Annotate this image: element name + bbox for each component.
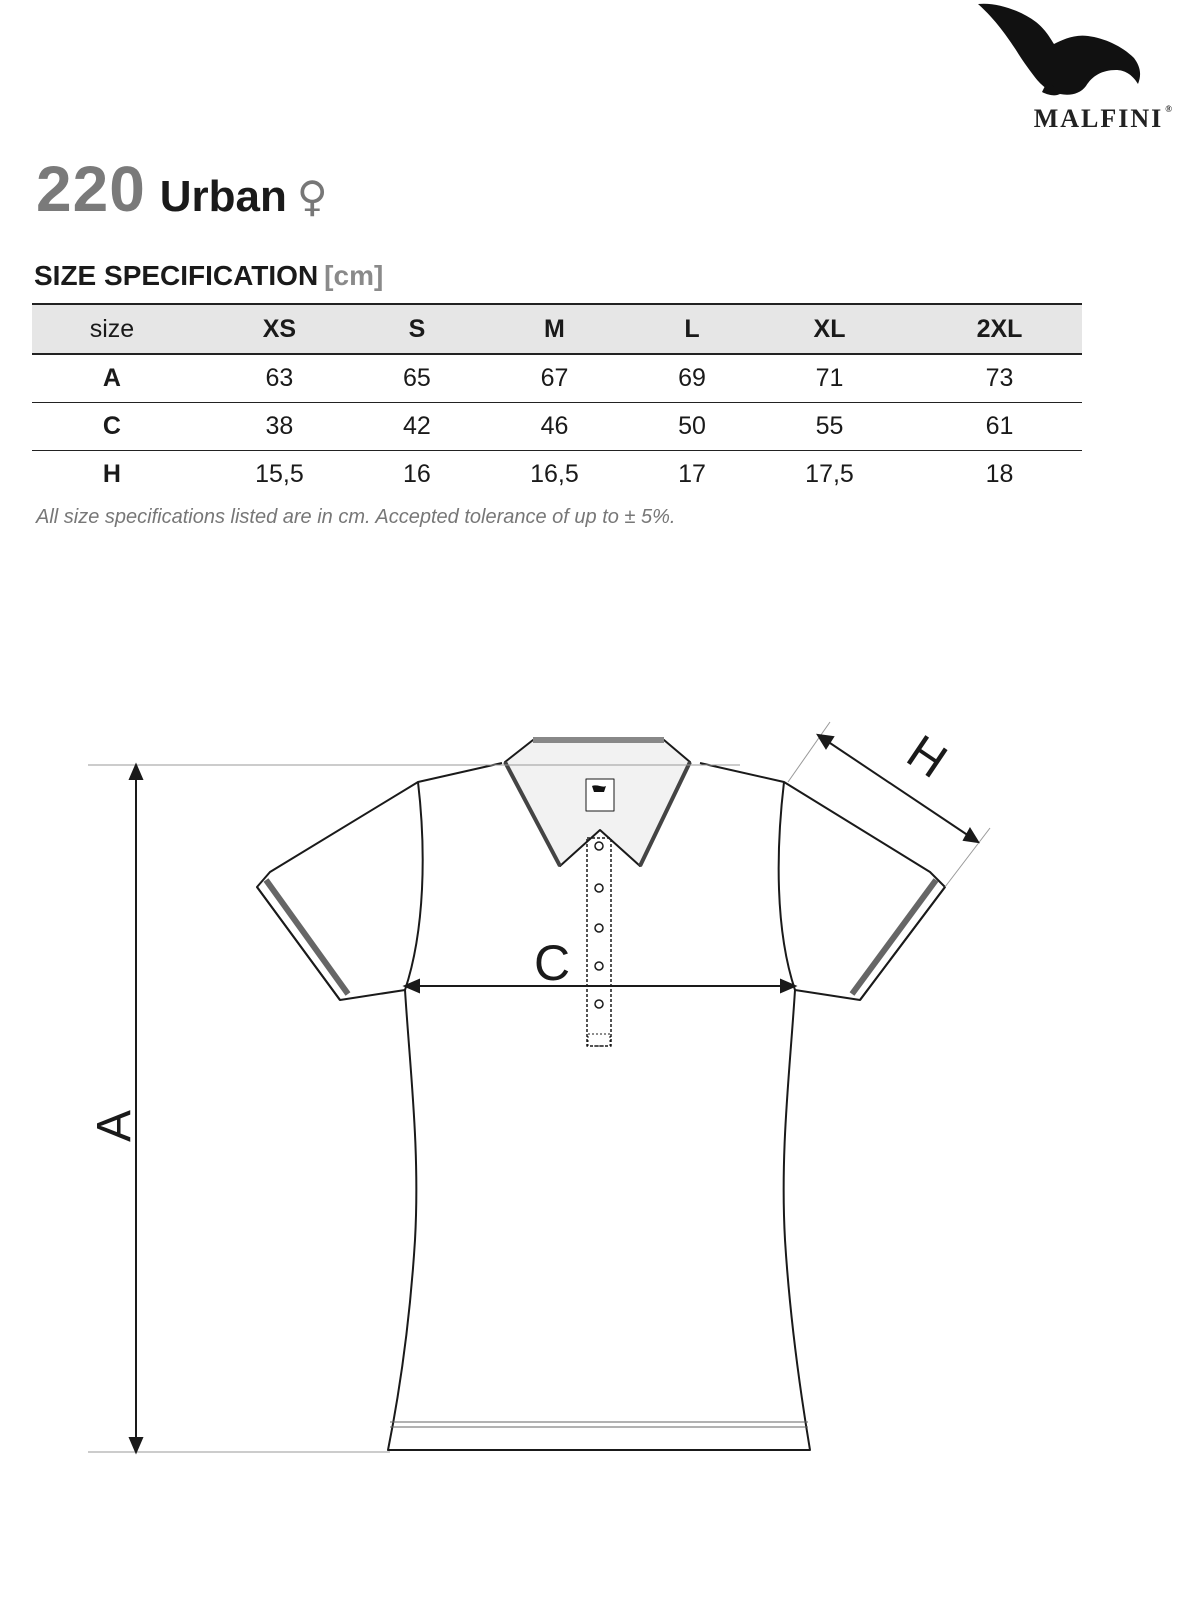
female-symbol-icon: ♀ [296,172,328,221]
table-cell: 15,5 [255,460,304,488]
table-cell: 67 [540,364,569,392]
size-header: L [684,314,700,343]
table-cell: 61 [985,412,1014,440]
size-header-label: size [89,314,135,343]
spec-unit: [cm] [324,260,384,291]
size-header: 2XL [976,314,1023,343]
neck-label [586,779,614,811]
table-cell: 16,5 [530,460,579,488]
model-number: 220 [36,153,146,225]
table-cell: 71 [815,364,844,392]
table-cell: 63 [265,364,294,392]
table-cell: 17 [678,460,706,488]
table-cell: 18 [985,460,1014,488]
table-cell: 69 [678,364,706,392]
table-cell: 65 [403,364,431,392]
measure-h-label: H [897,725,956,789]
table-cell: 16 [403,460,431,488]
size-header: S [408,314,426,343]
model-name: Urban [159,172,287,221]
size-header: XS [262,314,297,343]
row-label: A [102,364,121,392]
size-header: XL [813,314,846,343]
table-cell: 42 [403,412,431,440]
brand-wordmark: MALFINI ® [1033,104,1174,133]
placket [587,838,611,1046]
table-cell: 50 [678,412,706,440]
table-cell: 55 [815,412,844,440]
measure-c-label: C [533,935,571,991]
measure-c [405,980,795,992]
spec-heading: SIZE SPECIFICATION [cm] [34,260,384,291]
table-cell: 46 [540,412,569,440]
placket-buttons [595,842,603,1008]
measure-h [788,722,990,887]
table-cell: 38 [265,412,294,440]
size-header: M [544,314,565,343]
measure-a-label: A [88,1109,141,1143]
table-cell: 73 [985,364,1014,392]
table-cell: 17,5 [805,460,854,488]
tolerance-note: All size specifications listed are in cm. Accepted tolerance of up to ± 5%. [36,506,676,528]
shirt-body-outline [257,763,945,1450]
row-label: C [102,412,121,440]
row-label: H [102,460,121,488]
